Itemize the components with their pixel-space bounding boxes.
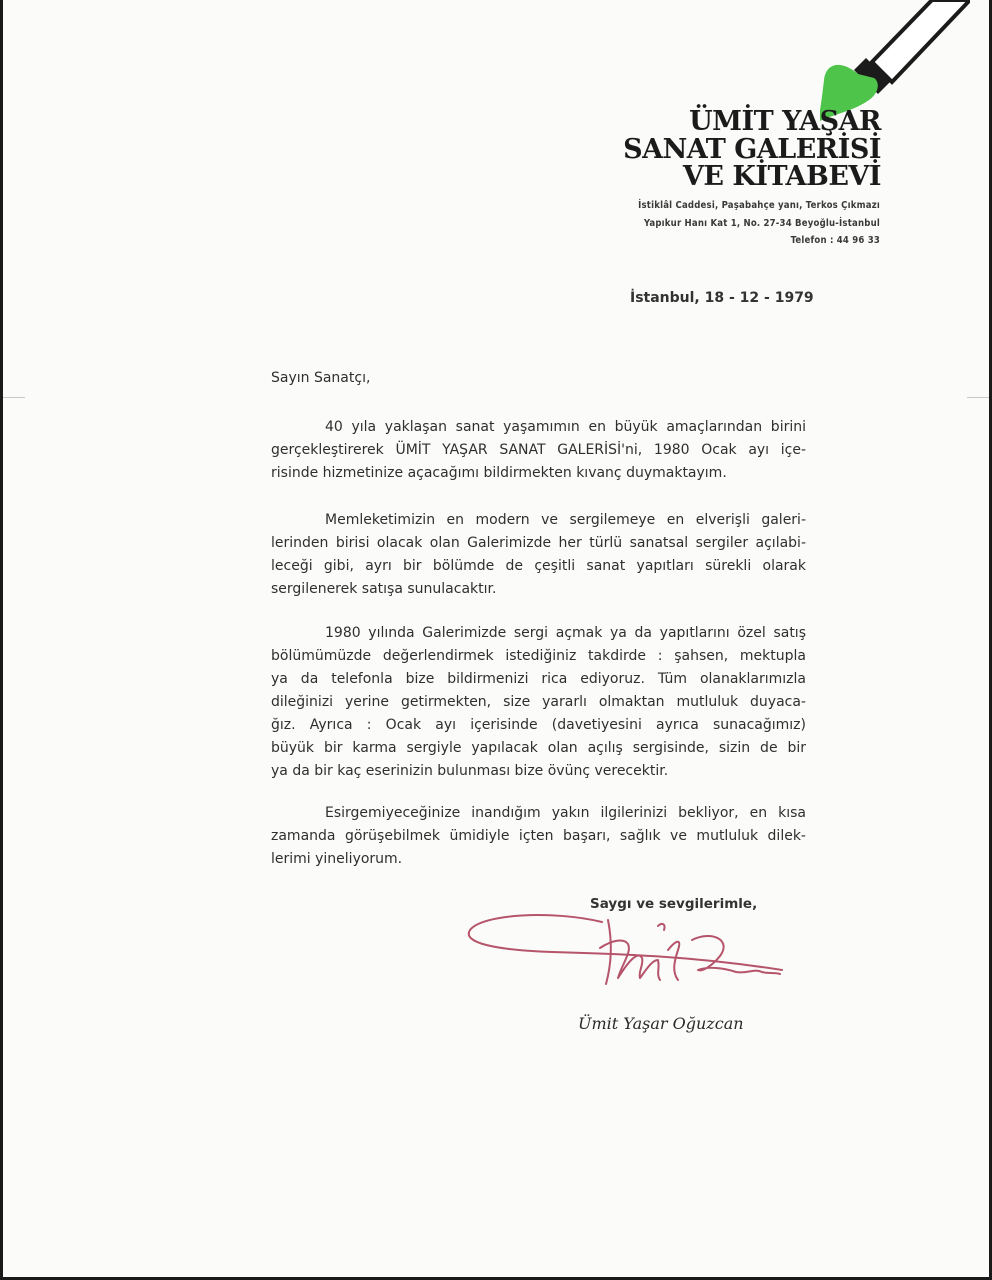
signer-name: Ümit Yaşar Oğuzcan [578, 1014, 744, 1033]
paragraph-line: lerimi yineliyorum. [271, 851, 403, 867]
paragraph-line: sergilenerek satışa sunulacaktır. [271, 581, 497, 597]
paragraph-line: bölümümüzde değerlendirmek istediğiniz takdirde : şahsen, mektupla [271, 648, 806, 664]
paragraph-line: ğız. Ayrıca : Ocak ayı içerisinde (davetiyesini ayrıca sunacağımız) [271, 717, 806, 733]
letterhead-phone: Telefon : 44 96 33 [790, 235, 880, 246]
paragraph-line: Memleketimizin en modern ve sergilemeye en elverişli galeri- [325, 512, 806, 528]
paragraph-line: dileğinizi yerine getirmekten, size yararlı olmaktan mutluluk duyaca- [271, 694, 806, 710]
letterhead-name-line-3: VE KİTABEVİ [682, 161, 881, 192]
paragraph-line: leceği gibi, ayrı bir bölümde de çeşitli sanat yapıtları sürekli olarak [271, 558, 806, 574]
letter-greeting: Sayın Sanatçı, [271, 370, 371, 386]
letter-closing: Saygı ve sevgilerimle, [590, 896, 758, 912]
paragraph-line: gerçekleştirerek ÜMİT YAŞAR SANAT GALERİSİ'ni, 1980 Ocak ayı içe- [271, 442, 806, 458]
fold-mark-right [967, 397, 989, 398]
paragraph-line: risinde hizmetinize açacağımı bildirmekten kıvanç duymaktayım. [271, 465, 727, 481]
paragraph-line: ya da telefonla bize bildirmenizi rica ediyoruz. Tüm olanaklarımızla [271, 671, 806, 687]
letterhead-address-line-1: İstiklâl Caddesi, Paşabahçe yanı, Terkos Çıkmazı [638, 200, 880, 211]
paragraph-line: ya da bir kaç eserinizin bulunması bize övünç verecektir. [271, 763, 669, 779]
letterhead-name-line-2: SANAT GALERİSİ [623, 134, 881, 165]
paragraph-2 [271, 509, 806, 601]
paragraph-line: büyük bir karma sergiyle yapılacak olan açılış sergisinde, sizin de bir [271, 740, 806, 756]
letter-date: İstanbul, 18 - 12 - 1979 [630, 290, 814, 306]
paragraph-4 [271, 802, 806, 871]
letterhead-address-line-2: Yapıkur Hanı Kat 1, No. 27-34 Beyoğlu-İstanbul [643, 218, 880, 229]
paragraph-3 [271, 622, 806, 783]
letterhead-name-line-1: ÜMİT YAŞAR [689, 106, 881, 137]
paragraph-line: zamanda görüşebilmek ümidiyle içten başarı, sağlık ve mutluluk dilek- [271, 828, 806, 844]
paragraph-1 [271, 416, 806, 485]
scan-border-left [0, 0, 3, 1280]
handwritten-signature [462, 900, 802, 1000]
paragraph-line: Esirgemiyeceğinize inandığım yakın ilgilerinizi bekliyor, en kısa [325, 805, 806, 821]
paragraph-line: 40 yıla yaklaşan sanat yaşamımın en büyük amaçlarından birini [325, 419, 806, 435]
fold-mark-left [3, 397, 25, 398]
paragraph-line: 1980 yılında Galerimizde sergi açmak ya da yapıtlarını özel satış [325, 625, 806, 641]
paragraph-line: lerinden birisi olacak olan Galerimizde her türlü sanatsal sergiler açılabi- [271, 535, 806, 551]
